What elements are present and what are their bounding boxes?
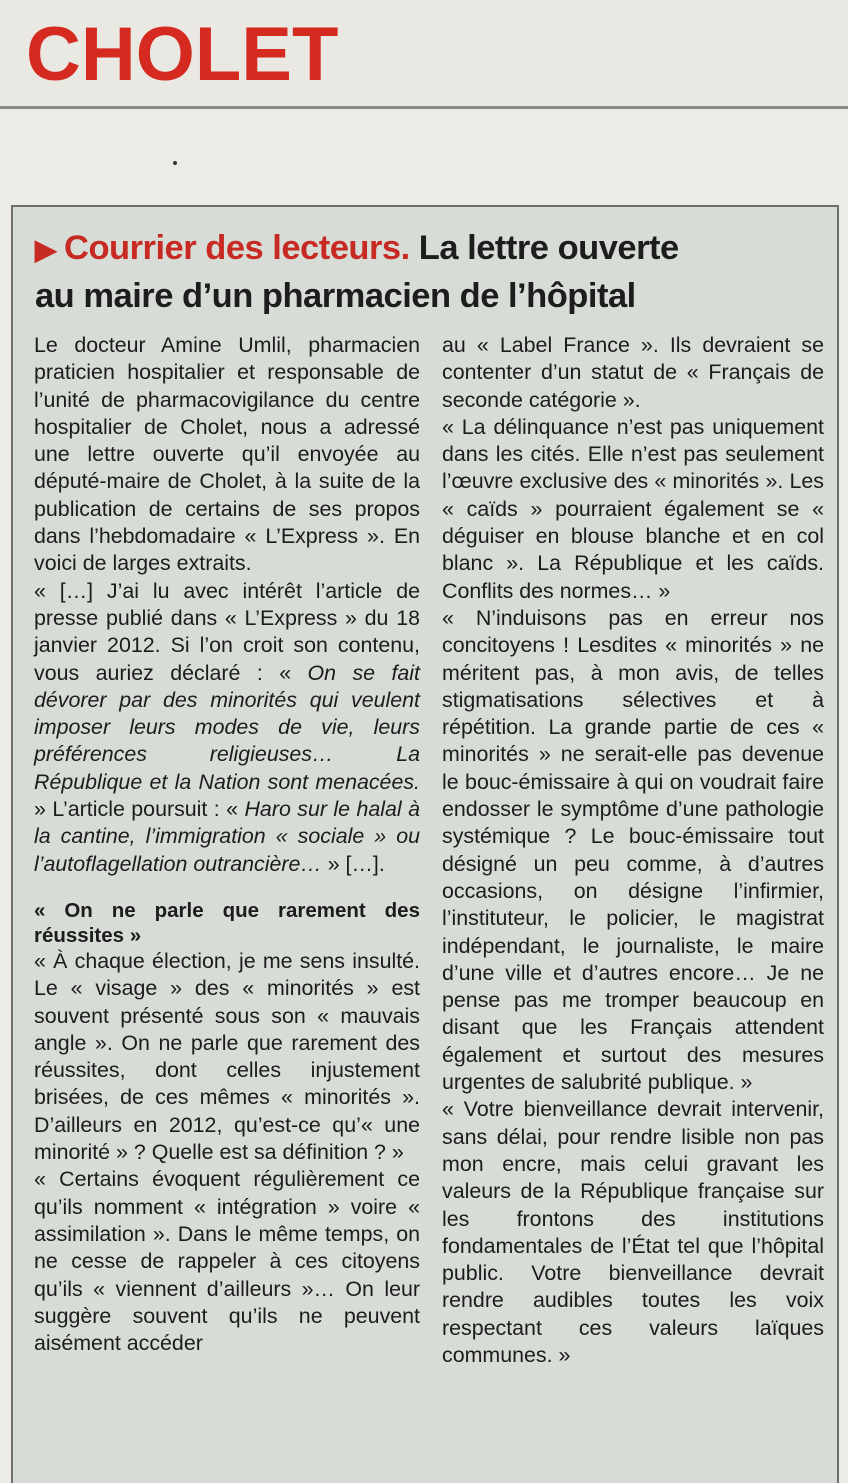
paragraph-delinquance: « La délinquance n’est pas uniquement dans les cités. Elle n’est pas seulement l’œuvre exclusive des « minorités ». Les « caïds » pourraient également se « déguiser en blouse blanche et en col blanc ». La République et les caïds. Conflits des normes… » [442, 414, 824, 603]
ink-dot [173, 161, 177, 165]
headline-line2: au maire d’un pharmacien de l’hôpital [35, 277, 636, 315]
header-rule [0, 106, 848, 109]
page-header [0, 0, 848, 110]
paragraph-bienveillance: « Votre bienveillance devrait intervenir, sans délai, pour rendre lisible non pas mon encre, mais celui gravant les valeurs de la République française sur les frontons des institutions fondamentales de l’État tel que l’hôpital public. Votre bienveillance devrait rendre audibles toutes les voix respectant ces valeurs laïques communes. » [442, 1097, 824, 1367]
paragraph-election: « À chaque élection, je me sens insulté. Le « visage » des « minorités » est souvent présenté sous son « mauvais angle ». On ne parle que rarement des réussites, dont celles injustement brisées, de ces mêmes « minorités ». D’ailleurs en 2012, qu’est-ce qu’« une minorité » ? Quelle est sa définition ? » [34, 948, 420, 1165]
intro-paragraph: Le docteur Amine Umlil, pharmacien praticien hospitalier et responsable de l’unité de pharmacovigilance du centre hospitalier de Cholet, nous a adressé une lettre ouverte qu’il envoyée au député-maire de Cholet, à la suite de la publication de certains de ses propos dans l’hebdomadaire « L’Express ». En voici de larges extraits. [34, 333, 420, 576]
arrow-right-icon: ▶ [35, 234, 57, 265]
headline-kicker: Courrier des lecteurs. [64, 229, 410, 267]
paragraph-label-france: au « Label France ». Ils devraient se contenter d’un statut de « Français de seconde catégorie ». [442, 333, 824, 412]
left-column [34, 332, 420, 1357]
p1-text-a: « […] J’ai lu avec intérêt l’article de presse publié dans « L’Express » du 18 janvier 2012. Si l’on croit son contenu, vous auriez déclaré : « [34, 578, 420, 685]
section-title: CHOLET [26, 12, 339, 97]
headline [35, 225, 825, 320]
paragraph-integration: « Certains évoquent régulièrement ce qu’ils nomment « intégration » voire « assimilation ». Dans le même temps, on ne cesse de rappeler à ces citoyens qu’ils « viennent d’ailleurs »… On leur suggère souvent qu’ils ne peuvent aisément accéder [34, 1167, 420, 1356]
headline-line1: La lettre ouverte [418, 229, 679, 267]
p1-text-c: » […]. [321, 851, 385, 876]
p1-quote: On se fait dévorer par des minorités qui veulent imposer leurs modes de vie, leurs préférences religieuses… La République et la Nation sont menacées. [34, 660, 420, 794]
paragraph-induisons: « N’induisons pas en erreur nos concitoyens ! Lesdites « minorités » ne méritent pas, à mon avis, de telles stigmatisations sélectives et à répétition. La grande partie de ces « minorités » ne serait-elle pas devenue le bouc-émissaire à qui on voudrait faire endosser le symptôme d’une pathologie systémique ? Le bouc-émissaire tout désigné un peu comme, à d’autres occasions, on désigne l’infirmier, l’instituteur, le policier, le magistrat indépendant, le journaliste, le maire d’une ville et d’autres encore… Je ne pense pas me tromper beaucoup en disant que les Français attendent également et surtout des mesures urgentes de salubrité publique. » [442, 605, 824, 1095]
p1-text-b: » L’article poursuit : « [34, 797, 245, 822]
p1-quote2: Haro sur le halal à la cantine, l’immigration « sociale » ou l’autoflagellation outrancière… [34, 797, 420, 876]
subheading: « On ne parle que rarement des réussites » [34, 898, 420, 947]
right-column [442, 332, 824, 1369]
paragraph-quote-express [34, 578, 420, 878]
article-box [11, 205, 839, 1483]
